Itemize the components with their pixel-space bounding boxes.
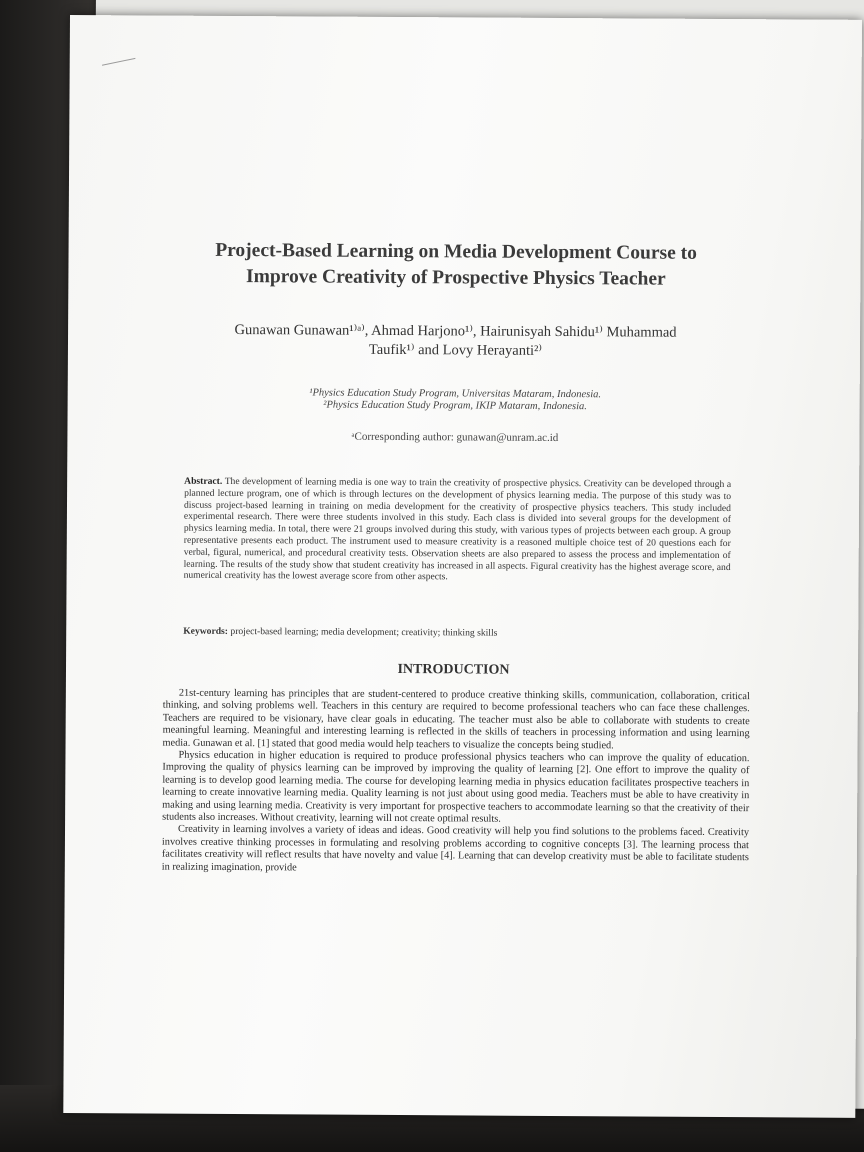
- abstract: [184, 476, 732, 586]
- keywords-text: project-based learning; media development; creativity; thinking skills: [230, 625, 498, 639]
- affiliation-line: ²Physics Education Study Program, IKIP Mataram, Indonesia.: [323, 399, 587, 413]
- paper-title: [68, 237, 843, 294]
- corresponding-author: ᵃCorresponding author: gunawan@unram.ac.id: [351, 430, 559, 444]
- introduction-body: [162, 688, 750, 878]
- section-heading-introduction: INTRODUCTION: [397, 662, 510, 678]
- author-line: Gunawan Gunawan¹⁾ᵃ⁾, Ahmad Harjono¹⁾, Hairunisyah Sahidu¹⁾ Muhammad: [234, 322, 677, 341]
- keywords: [183, 626, 730, 640]
- abstract-text: The development of learning media is one way to train the creativity of prospective physics. Creativity can be developed through a planned lecture program, one of which is through lectures on the development of physics learning media. The purpose of this study was to discuss project-based learning in training on media development for the creativity of prospective physics teachers. This study included experimental research. There were three students involved in this study. Each class is divided into several groups for the development of physics learning media. In total, there were 21 groups involved during this study, with various types of projects between each group. A group representative presents each product. The instrument used to measure creativity is a reasoned multiple choice test of 20 questions each for verbal, figural, numerical, and procedural creativity tests. Observation sheets are also prepared to assess the process and implementation of learning. The results of the study show that student creativity has increased in all aspects. Figural creativity has the highest average score, and numerical creativity has the lowest average score from other aspects.: [183, 475, 732, 583]
- intro-paragraph: Physics education in higher education is required to produce professional physics teachers who can improve the quality of education. Improving the quality of physics learning can be improved by improving the quality of learning [2]. One effort to improve the quality of learning is to develop good learning media. The course for developing learning media in physics education facilitates prospective teachers in learning to create innovative learning media. Quality learning is not just about using good media. Teachers must be able to have creativity in making and using learning media. Creativity is very important for prospective teachers to accommodate learning so that the creativity of their students also increases. Without creativity, learning will not create optimal results.: [162, 749, 750, 825]
- pencil-mark: [102, 58, 136, 66]
- title-line: Improve Creativity of Prospective Physics Teacher: [245, 266, 666, 290]
- intro-paragraph: 21st-century learning has principles that are student-centered to produce creative thinking skills, communication, collaboration, critical thinking, and solving problems well. Teachers in this century are required to become professional teachers who can face these challenges. Teachers are required to be visionary, have clear goals in educating. The teacher must also be able to collaborate with students to create meaningful learning. Meaningful and interesting learning is reflected in the skills of teachers in processing information and using learning media. Gunawan et al. [1] stated that good media would help teachers to visualize the concepts being studied.: [162, 687, 750, 751]
- paper-page: [63, 15, 862, 1118]
- abstract-label: Abstract.: [184, 475, 223, 487]
- affiliation-line: ¹Physics Education Study Program, Universitas Mataram, Indonesia.: [309, 387, 602, 401]
- keywords-label: Keywords:: [183, 625, 229, 637]
- author-line: Taufik¹⁾ and Lovy Herayanti²⁾: [368, 341, 543, 359]
- intro-paragraph: Creativity in learning involves a variety of ideas and ideas. Good creativity will help you find solutions to the problems faced. Creativity involves creative thinking processes in formulating and resolving problems according to cognitive concepts [3]. The learning process that facilitates creativity will reflect results that have novelty and value [4]. Learning that can develop creativity must be able to facilitate students in realizing imagination, provide: [161, 824, 750, 874]
- author-list: [68, 320, 843, 363]
- title-line: Project-Based Learning on Media Development Course to: [215, 239, 697, 264]
- affiliations: [68, 386, 843, 415]
